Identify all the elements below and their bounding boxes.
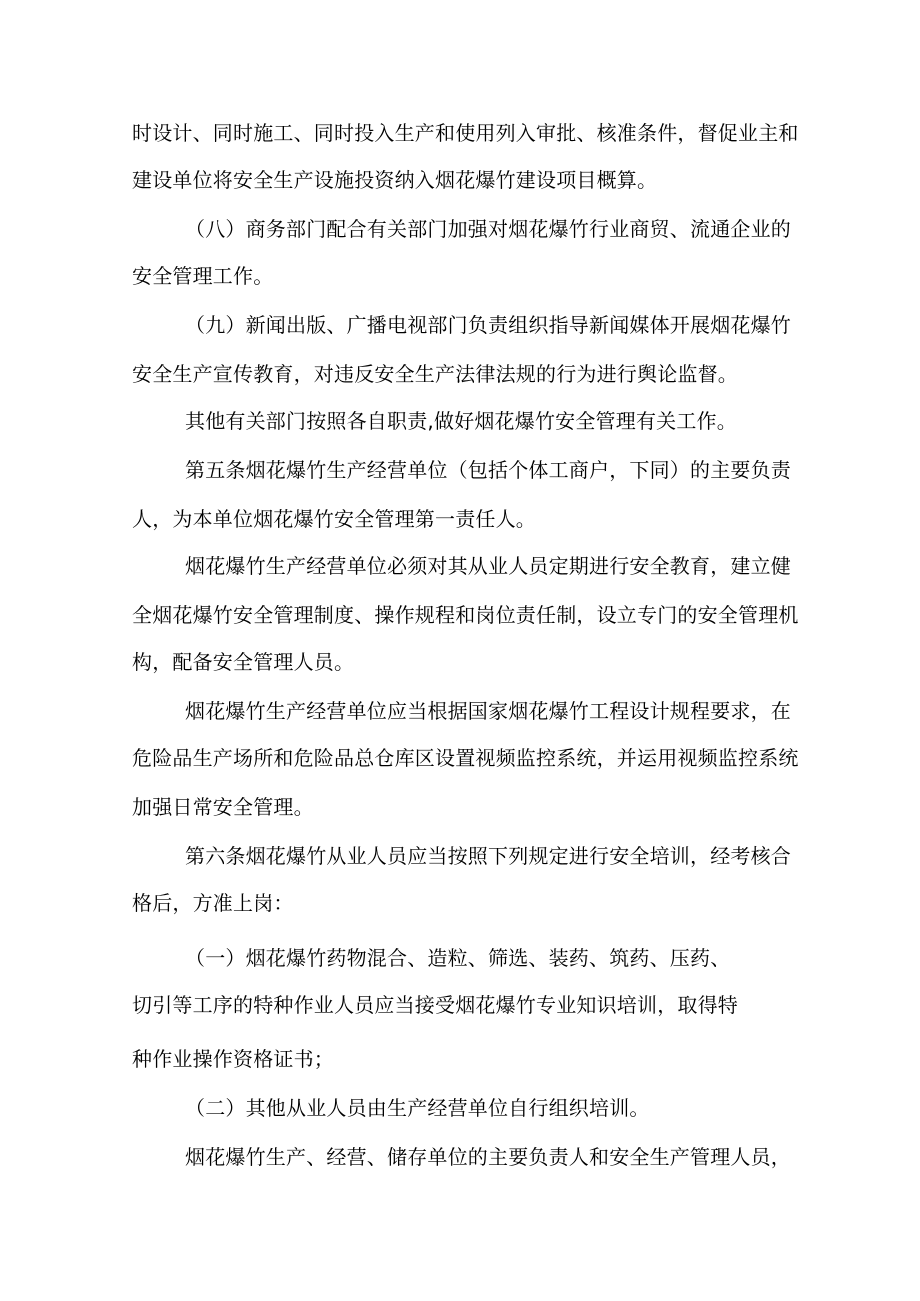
- text-line: （九）新闻出版、广播电视部门负责组织指导新闻媒体开展烟花爆竹: [185, 313, 791, 337]
- text-line: 切引等工序的特种作业人员应当接受烟花爆竹专业知识培训，取得特: [132, 993, 738, 1017]
- text-line: 人，为本单位烟花爆竹安全管理第一责任人。: [132, 507, 536, 531]
- text-line: 其他有关部门按照各自职责,做好烟花爆竹安全管理有关工作。: [185, 409, 737, 433]
- text-line: 第五条烟花爆竹生产经营单位（包括个体工商户，下同）的主要负责: [185, 458, 791, 482]
- text-line: 时设计、同时施工、同时投入生产和使用列入审批、核准条件，督促业主和: [132, 121, 799, 145]
- text-line: 安全管理工作。: [132, 264, 274, 288]
- text-line: 建设单位将安全生产设施投资纳入烟花爆竹建设项目概算。: [132, 168, 658, 192]
- text-line: （一）烟花爆竹药物混合、造粒、筛选、装药、筑药、压药、: [185, 946, 731, 970]
- text-line: 构，配备安全管理人员。: [132, 650, 355, 674]
- text-line: 烟花爆竹生产经营单位必须对其从业人员定期进行安全教育，建立健: [185, 554, 791, 578]
- text-line: （八）商务部门配合有关部门加强对烟花爆竹行业商贸、流通企业的: [185, 217, 791, 241]
- text-line: 安全生产宣传教育，对违反安全生产法律法规的行为进行舆论监督。: [132, 362, 738, 386]
- text-line: 全烟花爆竹安全管理制度、操作规程和岗位责任制，设立专门的安全管理机: [132, 603, 799, 627]
- text-line: 格后，方准上岗：: [132, 891, 294, 915]
- text-line: （二）其他从业人员由生产经营单位自行组织培训。: [185, 1096, 650, 1120]
- text-line: 危险品生产场所和危险品总仓库区设置视频监控系统，并运用视频监控系统: [132, 746, 799, 770]
- text-line: 第六条烟花爆竹从业人员应当按照下列规定进行安全培训，经考核合: [185, 844, 791, 868]
- text-line: 烟花爆竹生产、经营、储存单位的主要负责人和安全生产管理人员，: [185, 1145, 791, 1169]
- text-line: 种作业操作资格证书；: [132, 1047, 334, 1071]
- text-line: 烟花爆竹生产经营单位应当根据国家烟花爆竹工程设计规程要求，在: [185, 699, 791, 723]
- text-line: 加强日常安全管理。: [132, 795, 314, 819]
